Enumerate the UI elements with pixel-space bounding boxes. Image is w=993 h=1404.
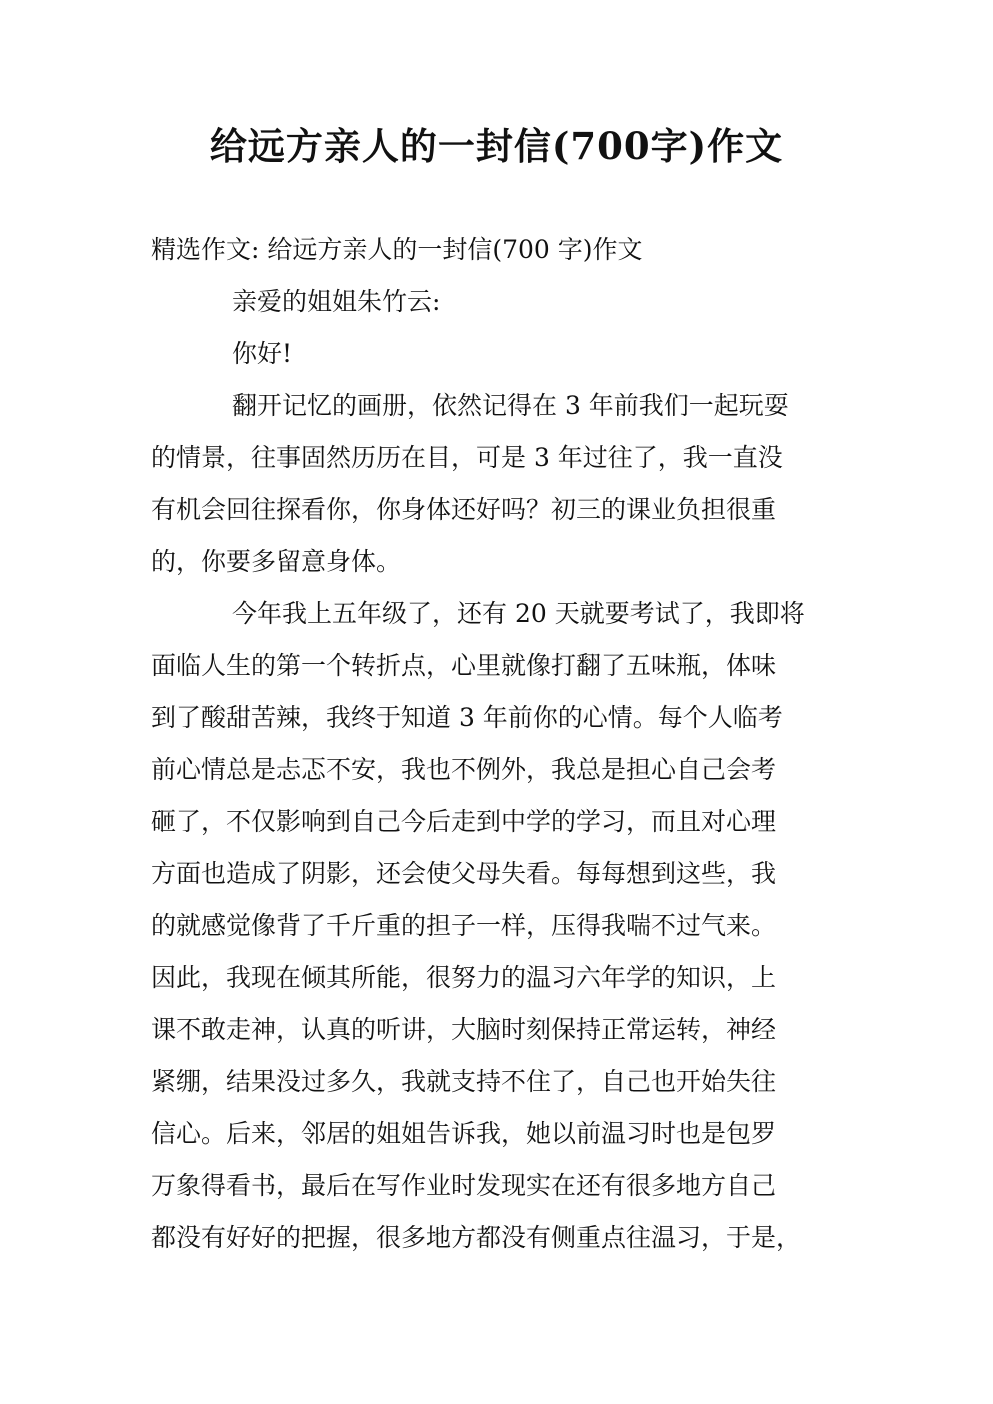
text-line: 的，你要多留意身体。: [151, 547, 402, 576]
text-line: 万象得看书，最后在写作业时发现实在还有很多地方自己: [151, 1171, 777, 1200]
text-line: 你好!: [232, 339, 293, 368]
text-line: 因此，我现在倾其所能，很努力的温习六年学的知识，上: [151, 963, 777, 992]
text-line: 面临人生的第一个转折点，心里就像打翻了五味瓶，体味: [151, 651, 777, 680]
text-line: 的情景，往事固然历历在目，可是 3 年过往了，我一直没: [151, 443, 783, 472]
text-line: 课不敢走神，认真的听讲，大脑时刻保持正常运转，神经: [151, 1015, 777, 1044]
text-line: 紧绷，结果没过多久，我就支持不住了，自己也开始失往: [151, 1067, 777, 1096]
document-title: 给远方亲人的一封信(700字)作文: [209, 124, 784, 168]
text-line: 今年我上五年级了，还有 20 天就要考试了，我即将: [232, 599, 805, 628]
text-line: 亲爱的姐姐朱竹云:: [232, 287, 441, 316]
text-line: 到了酸甜苦辣，我终于知道 3 年前你的心情。每个人临考: [151, 703, 783, 732]
text-line: 翻开记忆的画册，依然记得在 3 年前我们一起玩耍: [232, 391, 789, 420]
text-line: 精选作文: 给远方亲人的一封信(700 字)作文: [151, 235, 643, 264]
text-line: 都没有好好的把握，很多地方都没有侧重点往温习，于是，: [151, 1223, 802, 1252]
text-line: 的就感觉像背了千斤重的担子一样，压得我喘不过气来。: [151, 911, 777, 940]
text-line: 信心。后来，邻居的姐姐告诉我，她以前温习时也是包罗: [151, 1119, 777, 1148]
text-line: 有机会回往探看你，你身体还好吗？初三的课业负担很重: [151, 495, 777, 524]
text-line: 砸了，不仅影响到自己今后走到中学的学习，而且对心理: [151, 807, 777, 836]
text-line: 前心情总是忐忑不安，我也不例外，我总是担心自己会考: [151, 755, 777, 784]
text-line: 方面也造成了阴影，还会使父母失看。每每想到这些，我: [151, 859, 777, 888]
document-body: [151, 224, 841, 1264]
